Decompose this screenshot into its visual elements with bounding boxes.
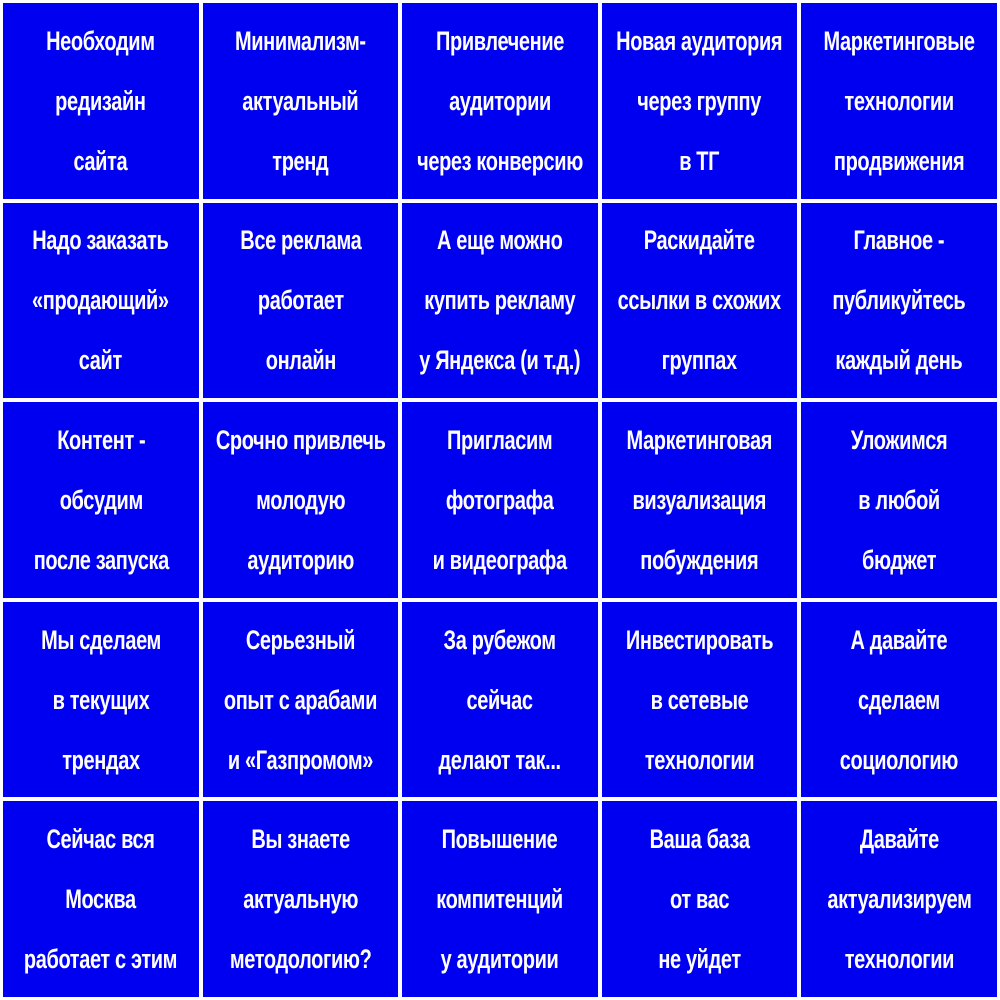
bingo-cell-text: [33, 410, 168, 590]
bingo-cell-r5-c4[interactable]: [602, 801, 798, 997]
bingo-cell-r2-c4[interactable]: [602, 203, 798, 399]
bingo-cell-line: Все реклама: [239, 225, 361, 256]
bingo-cell-r4-c1[interactable]: [3, 602, 199, 798]
bingo-cell-text: [224, 610, 377, 790]
bingo-cell-line: А еще можно: [437, 225, 563, 256]
bingo-cell-line: Москва: [65, 884, 137, 915]
bingo-cell-line: в сетевые: [650, 684, 749, 715]
bingo-cell-line: Надо заказать: [32, 225, 169, 256]
bingo-cell-r1-c2[interactable]: [203, 3, 399, 199]
bingo-cell-line: редизайн: [55, 85, 147, 116]
bingo-cell-line: Главное -: [853, 225, 945, 256]
bingo-cell-line: аудитории: [449, 85, 551, 116]
bingo-cell-text: [439, 610, 561, 790]
bingo-cell-line: визуализация: [632, 484, 767, 515]
bingo-cell-line: купить рекламу: [424, 285, 576, 316]
bingo-cell-r5-c3[interactable]: [402, 801, 598, 997]
bingo-cell-r3-c4[interactable]: [602, 402, 798, 598]
bingo-cell-text: [617, 11, 783, 191]
bingo-cell-line: продвижения: [833, 145, 965, 176]
bingo-cell-line: А давайте: [850, 624, 948, 655]
bingo-cell-text: [417, 11, 583, 191]
bingo-cell-r4-c5[interactable]: [801, 602, 997, 798]
bingo-cell-line: актуальный: [242, 85, 359, 116]
bingo-cell-line: Серьезный: [245, 624, 355, 655]
bingo-cell-line: трендах: [62, 744, 140, 775]
bingo-cell-line: ссылки в схожих: [618, 285, 782, 316]
bingo-cell-line: Маркетинговые: [823, 25, 975, 56]
bingo-cell-r1-c3[interactable]: [402, 3, 598, 199]
bingo-cell-line: публикуйтесь: [832, 285, 966, 316]
bingo-cell-line: побуждения: [640, 544, 759, 575]
bingo-cell-line: бюджет: [862, 544, 937, 575]
bingo-cell-text: [420, 210, 581, 390]
bingo-cell-line: в ТГ: [679, 145, 720, 176]
bingo-cell-line: Уложимся: [851, 424, 948, 455]
bingo-cell-line: Пригласим: [447, 424, 553, 455]
bingo-cell-line: Раскидайте: [644, 225, 756, 256]
bingo-cell-line: каждый день: [835, 345, 963, 376]
bingo-cell-text: [827, 809, 971, 989]
bingo-cell-line: группах: [662, 345, 738, 376]
bingo-cell-line: в текущих: [52, 684, 150, 715]
bingo-cell-line: «продающий»: [32, 285, 170, 316]
bingo-cell-r2-c3[interactable]: [402, 203, 598, 399]
bingo-cell-r4-c3[interactable]: [402, 602, 598, 798]
bingo-cell-line: Минимализм-: [235, 25, 366, 56]
bingo-cell-r2-c1[interactable]: [3, 203, 199, 399]
bingo-cell-text: [824, 11, 975, 191]
bingo-cell-line: Давайте: [859, 824, 939, 855]
bingo-cell-r1-c5[interactable]: [801, 3, 997, 199]
bingo-cell-r1-c1[interactable]: [3, 3, 199, 199]
bingo-cell-r2-c5[interactable]: [801, 203, 997, 399]
bingo-cell-text: [235, 11, 366, 191]
bingo-cell-r3-c3[interactable]: [402, 402, 598, 598]
bingo-cell-text: [650, 809, 750, 989]
bingo-cell-r1-c4[interactable]: [602, 3, 798, 199]
bingo-cell-line: Срочно привлечь: [215, 424, 386, 455]
bingo-cell-text: [833, 210, 966, 390]
bingo-cell-line: Привлечение: [435, 25, 564, 56]
bingo-cell-line: сделаем: [858, 684, 941, 715]
bingo-cell-line: Мы сделаем: [40, 624, 161, 655]
bingo-cell-line: технологии: [644, 744, 755, 775]
bingo-cell-line: от вас: [670, 884, 730, 915]
bingo-cell-r3-c5[interactable]: [801, 402, 997, 598]
bingo-cell-line: после запуска: [33, 544, 169, 575]
bingo-cell-line: Необходим: [46, 25, 156, 56]
bingo-cell-text: [24, 809, 177, 989]
bingo-cell-line: делают так...: [438, 744, 562, 775]
bingo-cell-line: фотографа: [446, 484, 554, 515]
bingo-cell-text: [230, 809, 372, 989]
bingo-cell-line: За рубежом: [443, 624, 557, 655]
bingo-cell-line: и видеографа: [432, 544, 568, 575]
bingo-cell-r4-c2[interactable]: [203, 602, 399, 798]
bingo-cell-line: у Яндекса (и т.д.): [419, 345, 581, 376]
bingo-cell-line: в любой: [858, 484, 940, 515]
bingo-cell-line: Контент -: [56, 424, 145, 455]
bingo-cell-text: [437, 809, 564, 989]
bingo-cell-line: тренд: [272, 145, 329, 176]
bingo-cell-text: [851, 410, 947, 590]
bingo-cell-text: [626, 610, 773, 790]
bingo-cell-line: и «Газпромом»: [227, 744, 373, 775]
bingo-cell-line: работает с этим: [24, 944, 178, 975]
bingo-cell-text: [216, 410, 386, 590]
bingo-cell-line: технологии: [844, 944, 954, 975]
bingo-cell-line: Повышение: [442, 824, 558, 855]
bingo-cell-text: [41, 610, 161, 790]
bingo-cell-r2-c2[interactable]: [203, 203, 399, 399]
bingo-cell-text: [433, 410, 567, 590]
bingo-cell-line: Ваша база: [649, 824, 750, 855]
bingo-cell-line: сейчас: [466, 684, 534, 715]
bingo-cell-r3-c1[interactable]: [3, 402, 199, 598]
bingo-cell-line: Маркетинговая: [626, 424, 773, 455]
bingo-cell-line: технологии: [844, 85, 954, 116]
bingo-cell-line: опыт с арабами: [223, 684, 377, 715]
bingo-cell-line: сайт: [79, 345, 123, 376]
bingo-cell-line: не уйдет: [658, 944, 741, 975]
bingo-cell-line: молодую: [255, 484, 345, 515]
bingo-cell-text: [840, 610, 958, 790]
bingo-cell-line: Инвестировать: [625, 624, 774, 655]
bingo-cell-line: актуализируем: [827, 884, 972, 915]
bingo-cell-line: онлайн: [265, 345, 336, 376]
bingo-cell-line: методологию?: [229, 944, 372, 975]
bingo-cell-line: Сейчас вся: [46, 824, 155, 855]
bingo-cell-line: Вы знаете: [251, 824, 350, 855]
bingo-cell-r5-c1[interactable]: [3, 801, 199, 997]
bingo-cell-r3-c2[interactable]: [203, 402, 399, 598]
bingo-cell-line: сайта: [73, 145, 128, 176]
bingo-cell-text: [47, 11, 156, 191]
bingo-cell-r5-c2[interactable]: [203, 801, 399, 997]
bingo-cell-text: [240, 210, 361, 390]
bingo-cell-line: Новая аудитория: [616, 25, 783, 56]
bingo-cell-line: обсудим: [59, 484, 143, 515]
bingo-cell-line: социологию: [840, 744, 959, 775]
bingo-cell-text: [32, 210, 169, 390]
bingo-cell-line: компитенций: [436, 884, 564, 915]
bingo-cell-line: работает: [257, 285, 344, 316]
bingo-cell-line: у аудитории: [441, 944, 559, 975]
bingo-cell-r4-c4[interactable]: [602, 602, 798, 798]
bingo-cell-text: [618, 210, 781, 390]
bingo-cell-r5-c5[interactable]: [801, 801, 997, 997]
bingo-cell-line: аудиторию: [247, 544, 354, 575]
bingo-cell-line: через группу: [637, 85, 762, 116]
bingo-cell-line: через конверсию: [417, 145, 583, 176]
bingo-cell-line: актуальную: [242, 884, 358, 915]
bingo-cell-text: [627, 410, 772, 590]
